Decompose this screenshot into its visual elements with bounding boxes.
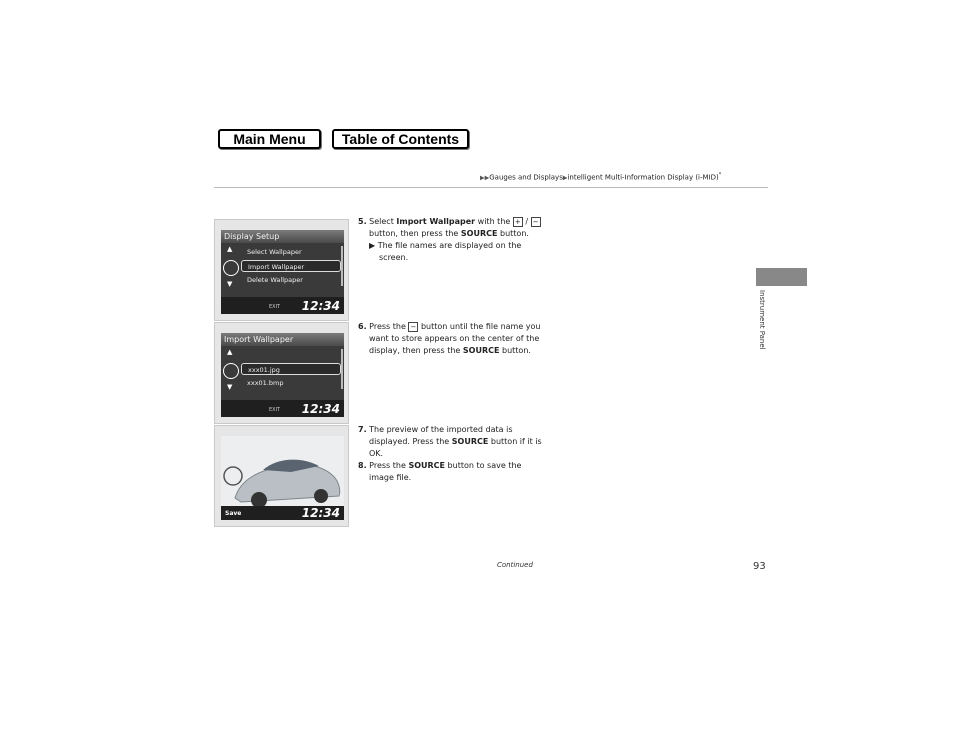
step-keyword: Import Wallpaper (396, 217, 476, 226)
exit-label: EXIT (269, 304, 281, 310)
step-8 (358, 460, 548, 484)
file-item: xxx01.bmp (247, 379, 284, 387)
screen-title: Display Setup (221, 230, 344, 243)
wheel-icon (314, 489, 328, 503)
step-text: / (522, 217, 531, 226)
minus-button-icon: − (408, 322, 418, 332)
breadcrumb-asterisk: * (718, 172, 722, 178)
exit-label: EXIT (269, 407, 281, 413)
step-7 (358, 424, 548, 460)
step-text: display, then press the (369, 346, 463, 355)
knob-icon (224, 467, 242, 485)
result-arrow-icon: ▶ (369, 241, 376, 250)
clock: 12:34 (301, 402, 340, 416)
step-number: 5. (358, 217, 367, 226)
step-text: button until the file name you (418, 322, 541, 331)
step-text: Press the (369, 322, 409, 331)
step-number: 7. (358, 425, 367, 434)
up-arrow-icon: ▲ (227, 348, 233, 356)
menu-item-selected: Import Wallpaper (241, 260, 341, 272)
step-text: button. (497, 229, 529, 238)
header-rule (214, 187, 768, 188)
continued-label: Continued (497, 561, 533, 569)
side-label (756, 290, 768, 360)
step-result: screen. (379, 253, 409, 262)
table-of-contents-button[interactable]: Table of Contents (332, 129, 469, 149)
side-label-text: Instrument Panel (758, 290, 766, 350)
screen-title: Import Wallpaper (221, 333, 344, 346)
preview-screen (221, 436, 344, 520)
plus-button-icon: + (513, 217, 523, 227)
knob-icon (223, 260, 239, 276)
step-text: OK. (369, 449, 384, 458)
step-text: with the (475, 217, 513, 226)
save-label: Save (225, 510, 242, 517)
step-text: button if it is (488, 437, 542, 446)
preview-screenshot (214, 425, 349, 527)
import-wallpaper-screenshot (214, 322, 349, 424)
clock: 12:34 (301, 506, 340, 520)
menu-item: Select Wallpaper (247, 248, 302, 256)
clock: 12:34 (301, 299, 340, 313)
step-number: 6. (358, 322, 367, 331)
step-text: Press the (369, 461, 409, 470)
menu-item: Delete Wallpaper (247, 276, 303, 284)
knob-icon (223, 363, 239, 379)
breadcrumb-arrow-icon: ▶▶ (480, 174, 490, 182)
step-keyword: SOURCE (408, 461, 445, 470)
import-wallpaper-screen (221, 333, 344, 417)
page-number: 93 (753, 561, 766, 572)
screen-footer (221, 506, 344, 520)
down-arrow-icon: ▼ (227, 280, 233, 288)
display-setup-screen (221, 230, 344, 314)
scrollbar (341, 349, 343, 389)
display-setup-screenshot (214, 219, 349, 321)
breadcrumb-link-imid[interactable]: intelligent Multi-Information Display (i-MID) (567, 173, 719, 182)
scrollbar (341, 246, 343, 286)
step-text: button. (499, 346, 531, 355)
step-text: displayed. Press the (369, 437, 452, 446)
file-item-selected: xxx01.jpg (241, 363, 341, 375)
up-arrow-icon: ▲ (227, 245, 233, 253)
step-text: button to save the (445, 461, 522, 470)
step-result: The file names are displayed on the (377, 241, 522, 250)
main-menu-button[interactable]: Main Menu (218, 129, 321, 149)
step-text: Select (369, 217, 397, 226)
step-5 (358, 216, 548, 264)
step-keyword: SOURCE (451, 437, 489, 446)
step-text: image file. (369, 473, 412, 482)
minus-button-icon: − (531, 217, 541, 227)
step-6 (358, 321, 548, 357)
breadcrumb (480, 172, 721, 181)
step-keyword: SOURCE (462, 346, 500, 355)
breadcrumb-arrow-icon: ▶ (562, 174, 568, 182)
screen-footer (221, 297, 344, 314)
screen-footer (221, 400, 344, 417)
section-tab (756, 268, 807, 286)
step-keyword: SOURCE (460, 229, 498, 238)
step-number: 8. (358, 461, 367, 470)
step-text: The preview of the imported data is (369, 425, 513, 434)
step-text: want to store appears on the center of the (369, 334, 540, 343)
step-text: button, then press the (369, 229, 461, 238)
down-arrow-icon: ▼ (227, 383, 233, 391)
breadcrumb-link-gauges[interactable]: Gauges and Displays (489, 173, 563, 182)
